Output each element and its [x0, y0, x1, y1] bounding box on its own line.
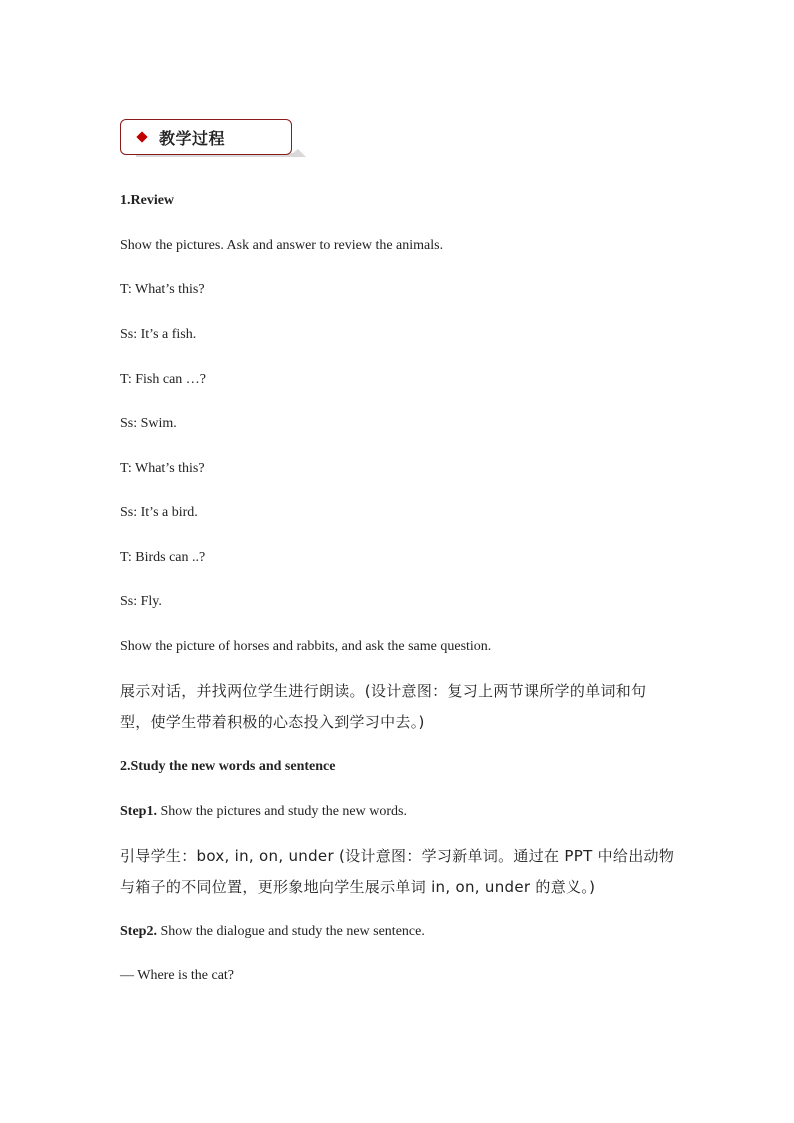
- step2-line: [120, 922, 425, 942]
- dialogue-line: T: Fish can …?: [120, 372, 207, 387]
- dialogue-line: — Where is the cat?: [120, 968, 235, 983]
- review-heading: 1.Review: [120, 193, 175, 208]
- step2-text: Show the dialogue and study the new sentence.: [156, 924, 425, 939]
- paragraph-line: Show the picture of horses and rabbits, and ask the same question.: [120, 639, 492, 654]
- dialogue-line: T: What’s this?: [120, 282, 205, 297]
- dialogue-line: Ss: Swim.: [120, 416, 177, 431]
- study-heading: 2.Study the new words and sentence: [120, 759, 336, 774]
- step2-label: Step2.: [120, 924, 157, 939]
- dialogue-line: Ss: It’s a fish.: [120, 327, 197, 342]
- step1-label: Step1.: [120, 804, 157, 819]
- section-title: 教学过程: [159, 128, 226, 148]
- dialogue-line: Ss: It’s a bird.: [120, 505, 198, 520]
- chinese-paragraph-line: 与箱子的不同位置，更形象地向学生展示单词 in, on, under 的意义。): [120, 878, 596, 896]
- chinese-paragraph-line: 型，使学生带着积极的心态投入到学习中去。): [120, 713, 425, 731]
- diamond-bullet-icon: [136, 131, 147, 142]
- chinese-paragraph-line: 展示对话，并找两位学生进行朗读。(设计意图：复习上两节课所学的单词和句: [120, 682, 647, 700]
- dialogue-line: T: What’s this?: [120, 461, 205, 476]
- step1-text: Show the pictures and study the new words.: [156, 804, 407, 819]
- section-header: [120, 119, 292, 155]
- paragraph-line: Show the pictures. Ask and answer to review the animals.: [120, 238, 444, 253]
- chinese-paragraph-line: 引导学生：box, in, on, under (设计意图：学习新单词。通过在 PPT 中给出动物: [120, 847, 675, 865]
- dialogue-line: Ss: Fly.: [120, 594, 162, 609]
- dialogue-line: T: Birds can ..?: [120, 550, 206, 565]
- step1-line: [120, 802, 407, 822]
